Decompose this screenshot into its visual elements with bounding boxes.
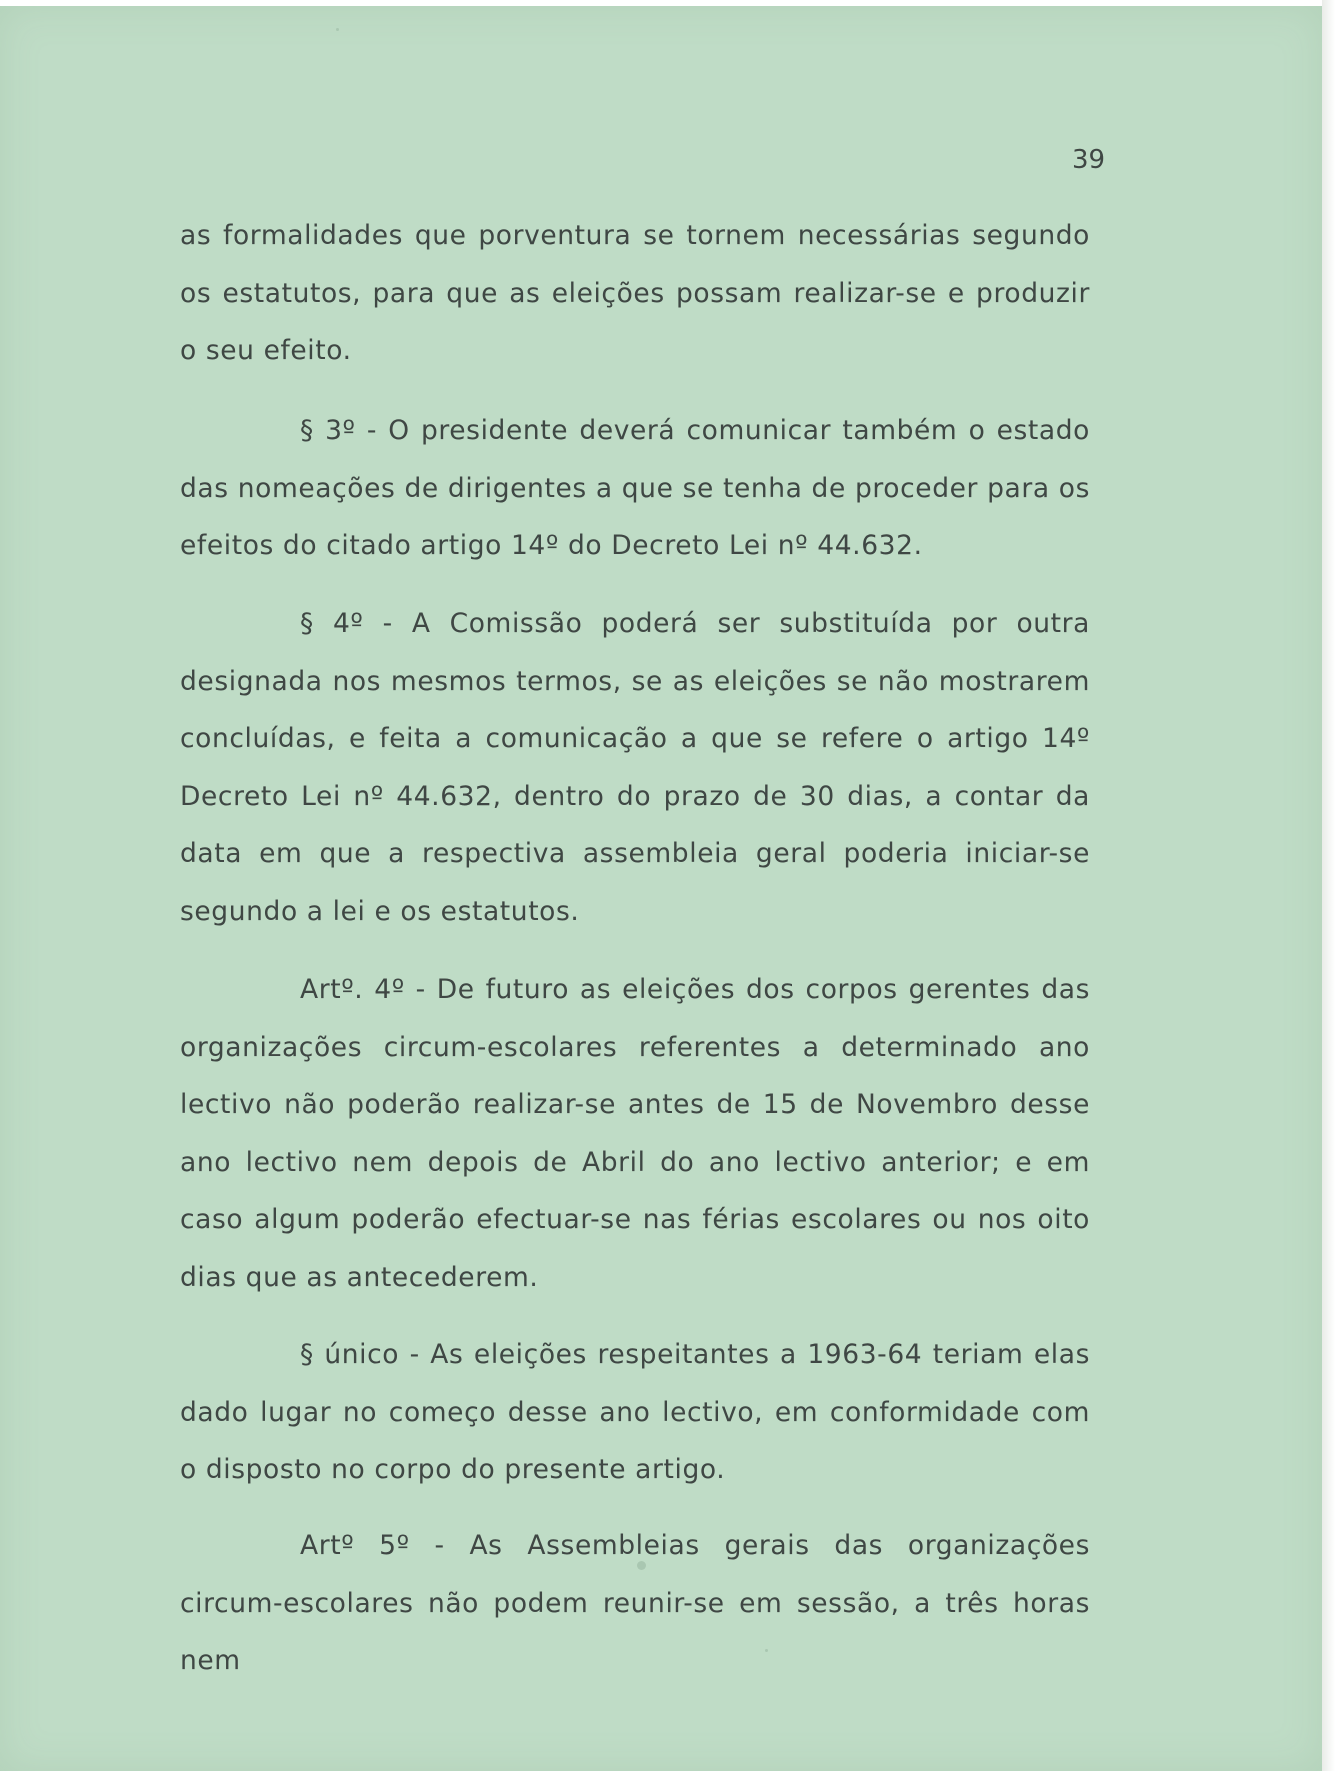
paragraph-article-5: Artº 5º - As Assembleias gerais das organizações circum-escolares não podem reunir-se em sessão, a três horas nem: [180, 1530, 1090, 1676]
paragraph-section-3: § 3º - O presidente deverá comunicar também o estado das nomeações de dirigentes a que se tenha de proceder para os efeitos do citado artigo 14º do Decreto Lei nº 44.632.: [180, 415, 1090, 561]
page-number: 39: [1072, 145, 1106, 175]
paragraph-article-4: Artº. 4º - De futuro as eleições dos corpos gerentes das organizações circum-escolares referentes a determinado ano lectivo não poderão realizar-se antes de 15 de Novembro desse ano lectivo nem depois de Abril do ano lectivo anterior; e em caso algum poderão efectuar-se nas férias escolares ou nos oito dias que as antecederem.: [180, 974, 1090, 1293]
paper-speck: [336, 28, 339, 31]
paragraph-section-4: § 4º - A Comissão poderá ser substituída por outra designada nos mesmos termos, se as eleições se não mostrarem concluídas, e feita a comunicação a que se refere o artigo 14º Decreto Lei nº 44.632, dentro do prazo de 30 dias, a contar da data em que a respectiva assembleia geral poderia iniciar-se segundo a lei e os estatutos.: [180, 608, 1090, 927]
page-edge: [1322, 0, 1335, 1771]
paragraph-article-4-unico: § único - As eleições respeitantes a 1963-64 teriam elas dado lugar no começo desse ano lectivo, em conformidade com o disposto no corpo do presente artigo.: [180, 1339, 1090, 1485]
paragraph-continuation: as formalidades que porventura se tornem necessárias segundo os estatutos, para que as eleições possam realizar-se e produzir o seu efeito.: [180, 220, 1090, 366]
